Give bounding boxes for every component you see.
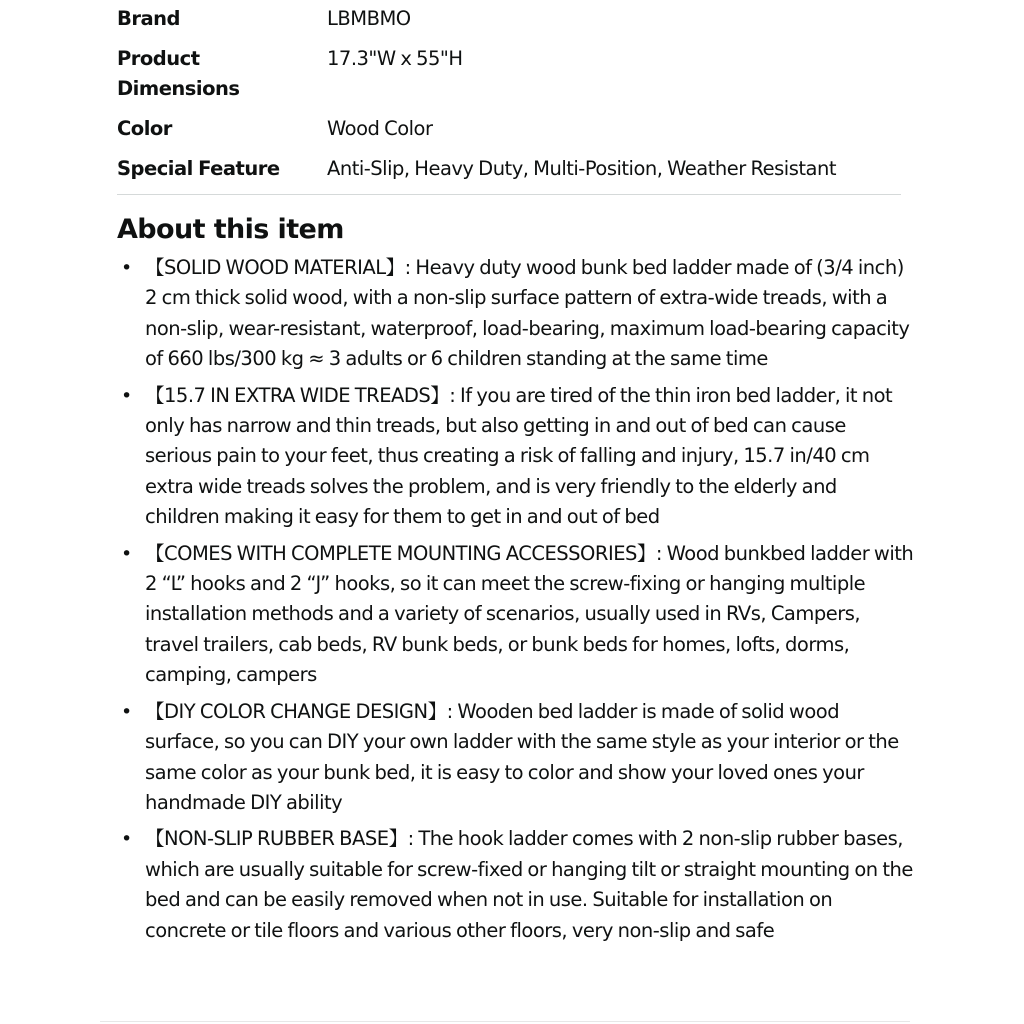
spec-row-color [117, 114, 901, 154]
spec-value: LBMBMO [327, 7, 411, 30]
spec-label: Color [117, 117, 172, 140]
feature-bullet-list [117, 253, 914, 946]
bullet-dot-icon: • [121, 257, 132, 279]
feature-bullet [117, 824, 915, 946]
spec-label: Product Dimensions [117, 47, 240, 100]
product-details [117, 4, 914, 952]
spec-label: Special Feature [117, 157, 280, 180]
bullet-dot-icon: • [121, 384, 132, 407]
feature-bullet-text: 【DIY COLOR CHANGE DESIGN】: Wooden bed ladder is made of solid wood surface, so you can DIY your own ladder with the same style as your interior or the same color as your bunk bed, it is easy to color and show your loved ones your handmade DIY ability [145, 699, 899, 814]
bullet-dot-icon: • [121, 828, 132, 851]
section-divider [117, 194, 901, 195]
spec-value: Anti-Slip, Heavy Duty, Multi-Position, Weather Resistant [327, 157, 836, 180]
feature-bullet [117, 253, 915, 375]
spec-row-special-feature [117, 154, 901, 194]
bottom-divider [100, 1021, 910, 1022]
spec-label: Brand [117, 7, 180, 30]
spec-row-brand [117, 4, 901, 44]
feature-bullet-text: 【SOLID WOOD MATERIAL】: Heavy duty wood bunk bed ladder made of (3/4 inch) 2 cm thick solid wood, with a non-slip surface pattern of extra-wide treads, with a non-slip, wear-resistant, waterproof, load-bearing, maximum load-bearing capacity of 660 lbs/300 kg ≈ 3 adults or 6 children standing at the same time [145, 256, 910, 371]
feature-bullet [117, 539, 915, 691]
feature-bullet-text: 【COMES WITH COMPLETE MOUNTING ACCESSORIES】: Wood bunkbed ladder with 2 “L” hooks and 2 “J” hooks, so it can meet the screw-fixing or hanging multiple installation methods and a variety of scenarios, usually used in RVs, Campers, travel trailers, cab beds, RV bunk beds, or bunk beds for homes, lofts, dorms, camping, campers [145, 541, 914, 687]
spec-value: 17.3"W x 55"H [327, 47, 463, 70]
spec-row-dimensions [117, 44, 901, 114]
bullet-dot-icon: • [121, 542, 132, 565]
spec-value: Wood Color [327, 117, 433, 140]
bullet-dot-icon: • [121, 700, 132, 723]
feature-bullet-text: 【15.7 IN EXTRA WIDE TREADS】: If you are tired of the thin iron bed ladder, it not only has narrow and thin treads, but also getting in and out of bed can cause serious pain to your feet, thus creating a risk of falling and injury, 15.7 in/40 cm extra wide treads solves the problem, and is very friendly to the elderly and children making it easy for them to get in and out of bed [145, 383, 893, 529]
about-heading: About this item [117, 214, 344, 245]
feature-bullet [117, 381, 915, 533]
feature-bullet [117, 697, 915, 819]
feature-bullet-text: 【NON-SLIP RUBBER BASE】: The hook ladder comes with 2 non-slip rubber bases, which are usually suitable for screw-fixed or hanging tilt or straight mounting on the bed and can be easily removed when not in use. Suitable for installation on concrete or tile floors and various other floors, very non-slip and safe [145, 827, 913, 942]
product-spec-table [117, 4, 901, 194]
